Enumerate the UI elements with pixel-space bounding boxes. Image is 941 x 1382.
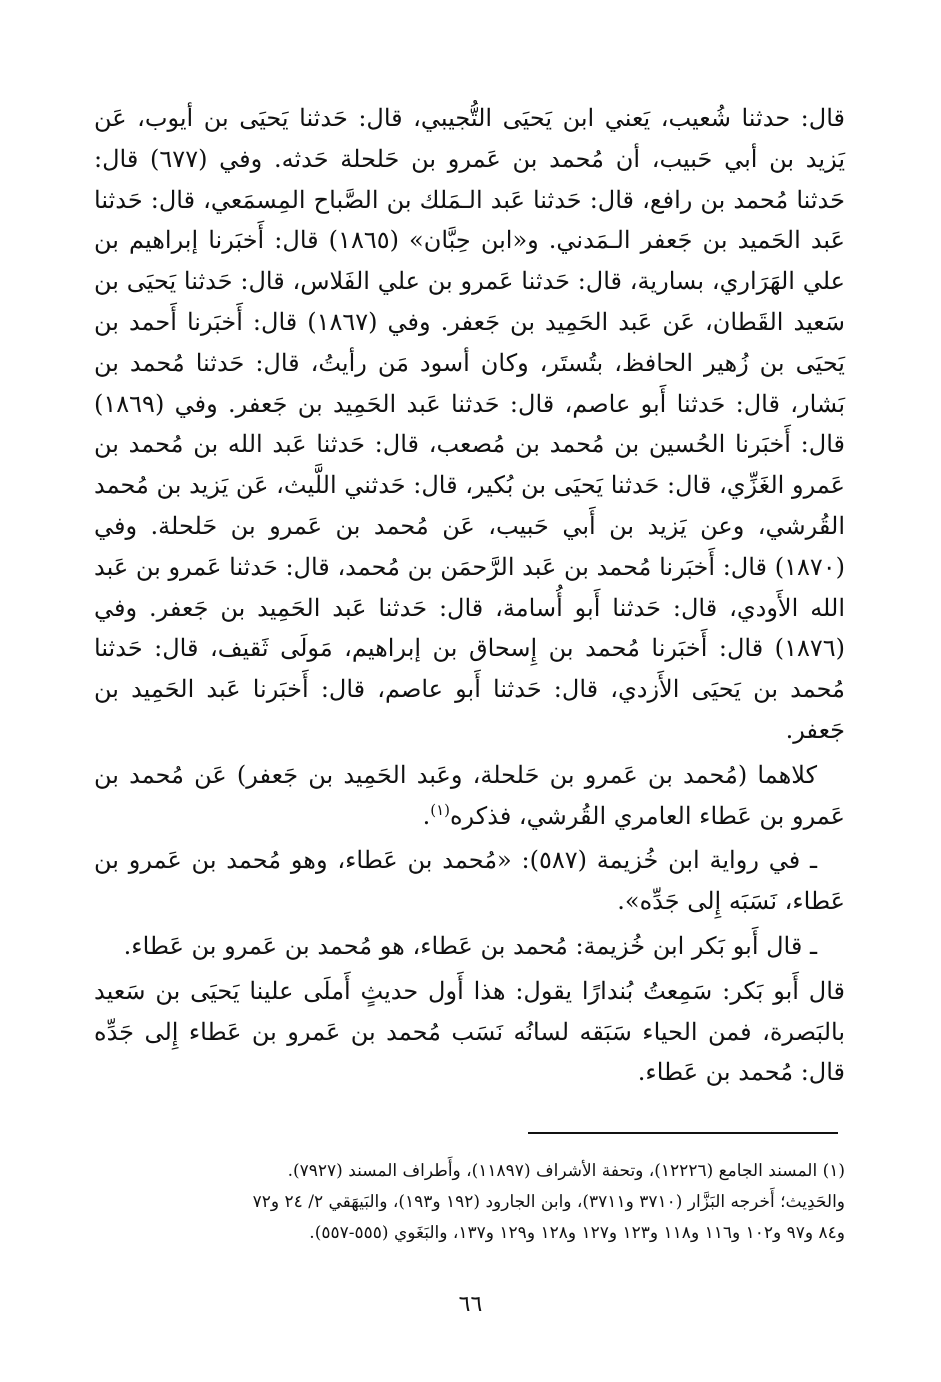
footnote-line-2: والحَدِيث؛ أَخرجه البَزَّار (٣٧١٠ و٣٧١١)، وابن الجارود (١٩٢ و١٩٣)، والبَيهَقي ٢/ ٢٤ و٧٢ [252, 1192, 845, 1212]
paragraph-isnad: قال: حدثنا شُعيب، يَعني ابن يَحيَى التُّجيبي، قال: حَدثنا يَحيَى بن أيوب، عَن يَزيد بن أبي حَبيب، أن مُحمد بن عَمرو بن حَلحلة حَدثه. وفي (٦٧٧) قال: حَدثنا مُحمد بن رافع، قال: حَدثنا عَبد الـمَلك بن الصَّباح المِسمَعي، قال: حَدثنا عَبد الحَميد بن جَعفر الـمَدني. و«ابن حِبَّان» (١٨٦٥) قال: أَخبَرنا إبراهيم بن علي الهَرَاري، بسارية، قال: حَدثنا عَمرو بن علي الفَلاس، قال: حَدثنا يَحيَى بن سَعيد القَطان، عَن عَبد الحَمِيد بن جَعفر. وفي (١٨٦٧) قال: أَخبَرنا أَحمد بن يَحيَى بن زُهير الحافظ، بتُستَر، وكان أسود مَن رأيتُ، قال: حَدثنا مُحمد بن بَشار، قال: حَدثنا أَبو عاصم، قال: حَدثنا عَبد الحَمِيد بن جَعفر. وفي (١٨٦٩) قال: أَخبَرنا الحُسين بن مُحمد بن مُصعب، قال: حَدثنا عَبد الله بن مُحمد بن عَمرو الغَزِّي، قال: حَدثنا يَحيَى بن بُكير، قال: حَدثني اللَّيث، عَن يَزيد بن مُحمد القُرشي، وعن يَزيد بن أَبي حَبيب، عَن مُحمد بن عَمرو بن حَلحلة. وفي (١٨٧٠) قال: أَخبَرنا مُحمد بن عَبد الرَّحمَن بن مُحمد، قال: حَدثنا عَمرو بن عَبد الله الأَودي، قال: حَدثنا أَبو أُسامة، قال: حَدثنا عَبد الحَمِيد بن جَعفر. وفي (١٨٧٦) قال: أَخبَرنا مُحمد بن إِسحاق بن إبراهيم، مَولَى ثَقيف، قال: حَدثنا مُحمد بن يَحيَى الأَزدي، قال: حَدثنا أَبو عاصم، قال: أَخبَرنا عَبد الحَمِيد بن جَعفر. [94, 104, 846, 744]
paragraph-both-narrators-text: كلاهما (مُحمد بن عَمرو بن حَلحلة، وعَبد الحَمِيد بن جَعفر) عَن مُحمد بن عَمرو بن عَطاء العامري القُرشي، فذكره [94, 760, 845, 830]
paragraph-bundar-quote: قال أَبو بَكر: سَمِعتُ بُندارًا يقول: هذا أَول حديثٍ أَملَى علينا يَحيَى بن سَعيد بالبَصرة، فمن الحياء سَبَقه لسانُه نَسَب مُحمد بن عَمرو بن عَطاء إِلى جَدِّه قال: مُحمد بن عَطاء. [94, 976, 845, 1087]
footnote-line-3: و٨٤ و٩٧ و١٠٢ و١١٦ و١١٨ و١٢٣ و١٢٧ و١٢٨ و١٢٩ و١٣٧، والبَغَوي (٥٥٥-٥٥٧). [309, 1223, 845, 1243]
footnote-line-1: (١) المسند الجامع (١٢٢٢٦)، وتحفة الأشراف (١١٨٩٧)، وأَطراف المسند (٧٩٢٧). [287, 1161, 845, 1181]
page-number: ٦٦ [458, 1292, 483, 1317]
paragraph-end-dot: . [422, 801, 431, 830]
footnote-marker: (١) [430, 800, 450, 819]
paragraph-abu-bakr-note: ـ قال أَبو بَكر ابن خُزيمة: مُحمد بن عَطاء، هو مُحمد بن عَمرو بن عَطاء. [123, 931, 817, 960]
main-text [94, 98, 845, 1097]
paragraph-ibn-khuzaymah-note: ـ في رواية ابن خُزيمة (٥٨٧): «مُحمد بن عَطاء، وهو مُحمد بن عَمرو بن عَطاء، نَسَبَه إِلى جَدِّه». [94, 846, 845, 916]
paragraph-both-narrators [94, 755, 845, 837]
footnote-separator [528, 1132, 838, 1134]
footnotes [94, 1156, 845, 1249]
